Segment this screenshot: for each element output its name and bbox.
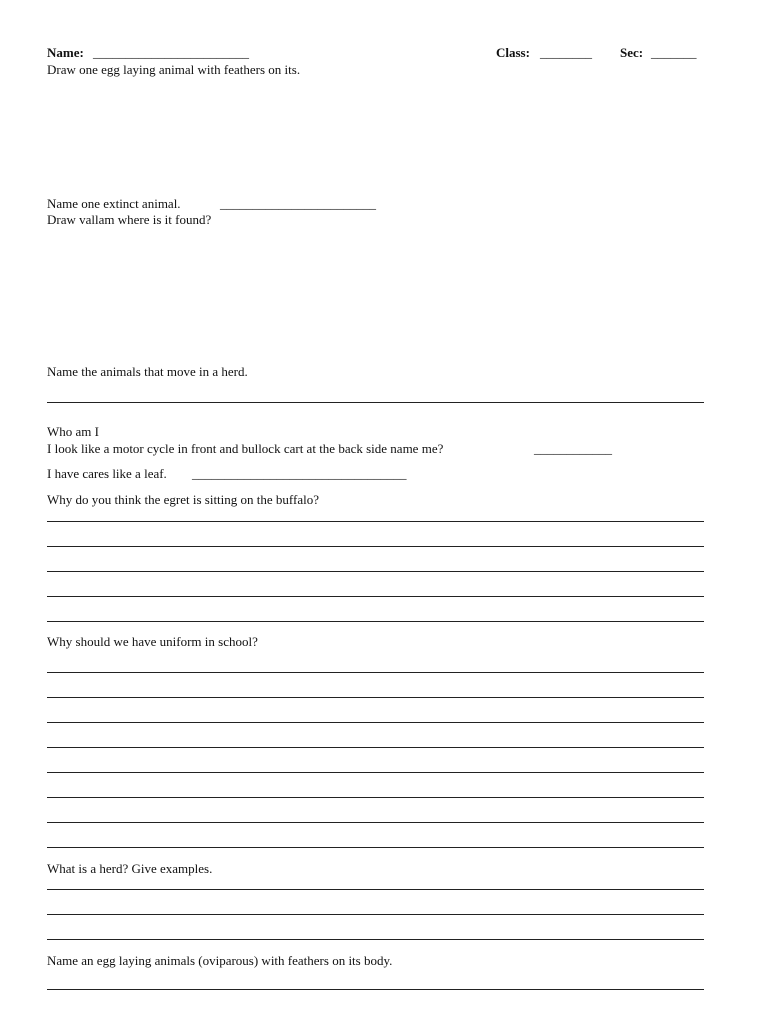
question-extinct-animal: Name one extinct animal.: [47, 196, 181, 211]
answer-line[interactable]: [47, 822, 704, 823]
motorcycle-cart-blank[interactable]: ____________: [534, 441, 612, 456]
answer-line[interactable]: [47, 596, 704, 597]
answer-line[interactable]: [47, 697, 704, 698]
question-herd-animals: Name the animals that move in a herd.: [47, 364, 248, 379]
question-egg-laying-draw: Draw one egg laying animal with feathers on its.: [47, 62, 301, 77]
question-motorcycle-cart: I look like a motor cycle in front and bullock cart at the back side name me?: [47, 441, 444, 456]
answer-line[interactable]: [47, 521, 704, 522]
answer-line[interactable]: [47, 989, 704, 990]
class-label: Class:: [496, 45, 530, 60]
sec-label: Sec:: [620, 45, 644, 60]
answer-line[interactable]: [47, 797, 704, 798]
question-school-uniform: Why should we have uniform in school?: [47, 634, 258, 649]
sec-blank[interactable]: _______: [651, 45, 697, 60]
question-what-is-herd: What is a herd? Give examples.: [47, 861, 213, 876]
question-vallam: Draw vallam where is it found?: [47, 212, 212, 227]
name-label: Name:: [47, 45, 84, 60]
answer-line[interactable]: [47, 621, 704, 622]
answer-line[interactable]: [47, 914, 704, 915]
answer-line[interactable]: [47, 402, 704, 403]
question-egret-buffalo: Why do you think the egret is sitting on the buffalo?: [47, 492, 319, 507]
extinct-animal-blank[interactable]: ________________________: [220, 196, 376, 211]
class-blank[interactable]: ________: [540, 45, 592, 60]
answer-line[interactable]: [47, 546, 704, 547]
answer-line[interactable]: [47, 571, 704, 572]
question-oviparous-feathers: Name an egg laying animals (oviparous) with feathers on its body.: [47, 953, 393, 968]
answer-line[interactable]: [47, 889, 704, 890]
name-blank[interactable]: ________________________: [93, 45, 249, 60]
answer-line[interactable]: [47, 722, 704, 723]
ears-leaf-blank[interactable]: _________________________________: [192, 466, 407, 481]
answer-line[interactable]: [47, 772, 704, 773]
answer-line[interactable]: [47, 672, 704, 673]
answer-line[interactable]: [47, 939, 704, 940]
who-am-i-title: Who am I: [47, 424, 99, 439]
question-ears-leaf: I have cares like a leaf.: [47, 466, 167, 481]
answer-line[interactable]: [47, 847, 704, 848]
answer-line[interactable]: [47, 747, 704, 748]
